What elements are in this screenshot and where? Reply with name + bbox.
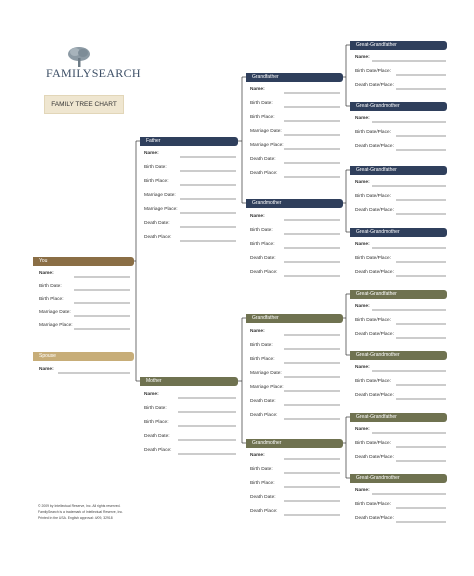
field-label: Name: xyxy=(144,392,159,397)
field-label: Death Date: xyxy=(250,256,276,261)
field-label: Name: xyxy=(250,453,265,458)
great-grandparent-header: Great-Grandmother xyxy=(350,474,447,483)
field-label: Birth Date/Place: xyxy=(355,69,391,74)
field-label: Name: xyxy=(144,151,159,156)
field-label: Death Date: xyxy=(250,399,276,404)
field-label: Death Date: xyxy=(250,495,276,500)
field-label: Name: xyxy=(39,367,54,372)
great-grandparent-header: Great-Grandmother xyxy=(350,102,447,111)
grandmother-header-1: Grandmother xyxy=(246,199,343,208)
field-label: Death Place: xyxy=(250,509,278,514)
field-label: Birth Place: xyxy=(250,115,275,120)
field-label: Name: xyxy=(355,116,370,121)
mother-header: Mother xyxy=(140,377,238,386)
field-label: Birth Date: xyxy=(250,101,273,106)
field-label: Death Place: xyxy=(250,413,278,418)
field-label: Death Place: xyxy=(250,171,278,176)
trademark-text: FamilySearch is a trademark of Intellectual Reserve, Inc. xyxy=(38,510,123,514)
field-label: Name: xyxy=(355,55,370,60)
field-label: Death Place: xyxy=(250,270,278,275)
field-label: Birth Place: xyxy=(250,481,275,486)
great-grandparent-header: Great-Grandfather xyxy=(350,290,447,299)
field-label: Death Date/Place: xyxy=(355,455,394,460)
field-label: Birth Date: xyxy=(250,343,273,348)
grandfather-header-1: Grandfather xyxy=(246,73,343,82)
field-label: Marriage Date: xyxy=(144,193,176,198)
field-label: Birth Place: xyxy=(144,179,169,184)
brand-logo: FAMILYSEARCH xyxy=(46,66,141,80)
field-label: Death Date: xyxy=(144,434,170,439)
great-grandparent-header: Great-Grandmother xyxy=(350,228,447,237)
spouse-header: Spouse xyxy=(33,352,134,361)
you-header: You xyxy=(33,257,134,266)
grandmother-header-2: Grandmother xyxy=(246,439,343,448)
field-label: Marriage Date: xyxy=(250,129,282,134)
field-label: Marriage Place: xyxy=(250,385,284,390)
field-label: Birth Date/Place: xyxy=(355,130,391,135)
field-label: Marriage Date: xyxy=(39,310,71,315)
field-label: Name: xyxy=(355,488,370,493)
field-label: Name: xyxy=(355,365,370,370)
page-title: FAMILY TREE CHART xyxy=(44,95,124,114)
field-label: Birth Date: xyxy=(144,406,167,411)
field-label: Name: xyxy=(39,271,54,276)
field-label: Death Date: xyxy=(144,221,170,226)
father-header: Father xyxy=(140,137,238,146)
field-label: Marriage Place: xyxy=(144,207,178,212)
field-label: Death Place: xyxy=(144,235,172,240)
field-label: Birth Date: xyxy=(144,165,167,170)
field-label: Marriage Place: xyxy=(250,143,284,148)
great-grandparent-header: Great-Grandmother xyxy=(350,351,447,360)
field-label: Name: xyxy=(355,304,370,309)
field-label: Birth Date/Place: xyxy=(355,256,391,261)
field-label: Death Date: xyxy=(250,157,276,162)
field-label: Birth Date/Place: xyxy=(355,441,391,446)
field-label: Birth Place: xyxy=(39,297,64,302)
field-label: Name: xyxy=(250,214,265,219)
field-label: Death Date/Place: xyxy=(355,516,394,521)
print-info-text: Printed in the USA. English approval: 4/09, 32918 xyxy=(38,516,113,520)
field-label: Death Date/Place: xyxy=(355,144,394,149)
great-grandparent-header: Great-Grandfather xyxy=(350,413,447,422)
field-label: Death Place: xyxy=(144,448,172,453)
field-label: Death Date/Place: xyxy=(355,83,394,88)
field-label: Marriage Date: xyxy=(250,371,282,376)
copyright-text: © 2009 by Intellectual Reserve, Inc. All rights reserved. xyxy=(38,504,121,508)
field-label: Birth Date/Place: xyxy=(355,379,391,384)
field-label: Birth Place: xyxy=(144,420,169,425)
field-label: Death Date/Place: xyxy=(355,270,394,275)
great-grandparent-header: Great-Grandfather xyxy=(350,166,447,175)
field-label: Name: xyxy=(355,427,370,432)
field-label: Birth Date: xyxy=(250,467,273,472)
field-label: Birth Date/Place: xyxy=(355,318,391,323)
field-label: Birth Place: xyxy=(250,242,275,247)
grandfather-header-2: Grandfather xyxy=(246,314,343,323)
field-label: Name: xyxy=(250,329,265,334)
field-label: Birth Date/Place: xyxy=(355,194,391,199)
field-label: Name: xyxy=(355,242,370,247)
great-grandparent-header: Great-Grandfather xyxy=(350,41,447,50)
field-label: Birth Date: xyxy=(250,228,273,233)
field-label: Birth Date/Place: xyxy=(355,502,391,507)
field-label: Birth Date: xyxy=(39,284,62,289)
field-label: Death Date/Place: xyxy=(355,332,394,337)
field-label: Birth Place: xyxy=(250,357,275,362)
tree-icon xyxy=(66,46,92,68)
field-label: Name: xyxy=(250,87,265,92)
field-label: Death Date/Place: xyxy=(355,393,394,398)
field-label: Name: xyxy=(355,180,370,185)
field-label: Death Date/Place: xyxy=(355,208,394,213)
field-label: Marriage Place: xyxy=(39,323,73,328)
